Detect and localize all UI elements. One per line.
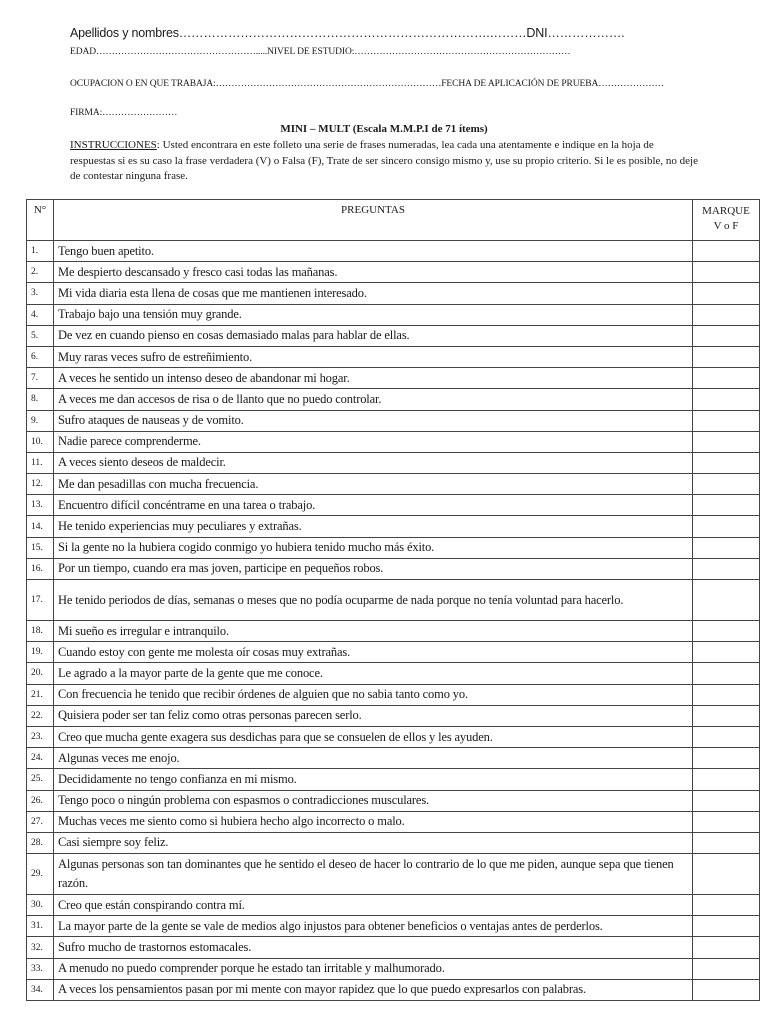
table-row	[27, 916, 760, 937]
table-header-row	[27, 200, 760, 241]
question-text: Sufro mucho de trastornos estomacales.	[54, 937, 693, 958]
answer-cell[interactable]	[693, 262, 760, 283]
question-number: 10.	[27, 431, 54, 452]
answer-cell[interactable]	[693, 474, 760, 495]
table-row	[27, 769, 760, 790]
question-number: 16.	[27, 558, 54, 579]
answer-cell[interactable]	[693, 937, 760, 958]
question-text: Sufro ataques de nauseas y de vomito.	[54, 410, 693, 431]
header-questions: PREGUNTAS	[54, 200, 693, 241]
question-text: A veces he sentido un intenso deseo de abandonar mi hogar.	[54, 368, 693, 389]
table-row	[27, 580, 760, 621]
question-text: Decididamente no tengo confianza en mi mismo.	[54, 769, 693, 790]
table-row	[27, 811, 760, 832]
question-number: 12.	[27, 474, 54, 495]
question-number: 14.	[27, 516, 54, 537]
question-text: De vez en cuando pienso en cosas demasiado malas para hablar de ellas.	[54, 325, 693, 346]
question-text: Tengo poco o ningún problema con espasmos o contradicciones musculares.	[54, 790, 693, 811]
instructions-label: INSTRUCCIONES	[70, 139, 157, 151]
question-text: Por un tiempo, cuando era mas joven, participe en pequeños robos.	[54, 558, 693, 579]
answer-cell[interactable]	[693, 663, 760, 684]
question-number: 26.	[27, 790, 54, 811]
question-text: Con frecuencia he tenido que recibir órdenes de alguien que no sabia tanto como yo.	[54, 684, 693, 705]
question-number: 1.	[27, 241, 54, 262]
question-number: 17.	[27, 580, 54, 621]
answer-cell[interactable]	[693, 979, 760, 1000]
question-number: 7.	[27, 368, 54, 389]
answer-cell[interactable]	[693, 346, 760, 367]
table-row	[27, 495, 760, 516]
question-number: 31.	[27, 916, 54, 937]
table-row	[27, 389, 760, 410]
question-text: Creo que están conspirando contra mí.	[54, 895, 693, 916]
table-row	[27, 431, 760, 452]
question-number: 13.	[27, 495, 54, 516]
question-number: 24.	[27, 748, 54, 769]
table-row	[27, 474, 760, 495]
question-number: 30.	[27, 895, 54, 916]
age-education-field[interactable]: EDAD…………………………………………….....NIVEL DE ESTUDIO:……………………………………………………………	[70, 47, 571, 57]
question-text: Muchas veces me siento como si hubiera hecho algo incorrecto o malo.	[54, 811, 693, 832]
question-number: 23.	[27, 726, 54, 747]
table-row	[27, 283, 760, 304]
question-number: 5.	[27, 325, 54, 346]
question-number: 11.	[27, 452, 54, 473]
table-row	[27, 726, 760, 747]
question-number: 25.	[27, 769, 54, 790]
question-text: Me dan pesadillas con mucha frecuencia.	[54, 474, 693, 495]
answer-cell[interactable]	[693, 537, 760, 558]
document-title: MINI – MULT (Escala M.M.P.I de 71 ítems)	[280, 123, 488, 135]
answer-cell[interactable]	[693, 769, 760, 790]
answer-cell[interactable]	[693, 580, 760, 621]
table-row	[27, 452, 760, 473]
question-number: 22.	[27, 705, 54, 726]
table-row	[27, 621, 760, 642]
name-dni-field[interactable]: Apellidos y nombres………………………………………………………………….………DNI……………….	[70, 26, 625, 40]
answer-cell[interactable]	[693, 811, 760, 832]
question-text: Si la gente no la hubiera cogido conmigo yo hubiera tenido mucho más éxito.	[54, 537, 693, 558]
question-number: 18.	[27, 621, 54, 642]
question-number: 9.	[27, 410, 54, 431]
table-row	[27, 368, 760, 389]
table-row	[27, 642, 760, 663]
table-row	[27, 516, 760, 537]
question-text: Muy raras veces sufro de estreñimiento.	[54, 346, 693, 367]
table-row	[27, 325, 760, 346]
signature-field[interactable]: FIRMA:……………………	[70, 108, 178, 118]
answer-cell[interactable]	[693, 431, 760, 452]
table-row	[27, 304, 760, 325]
answer-cell[interactable]	[693, 854, 760, 895]
question-text: Quisiera poder ser tan feliz como otras personas parecen serlo.	[54, 705, 693, 726]
questions-table	[26, 199, 760, 1001]
table-row	[27, 537, 760, 558]
answer-cell[interactable]	[693, 642, 760, 663]
table-row	[27, 832, 760, 853]
answer-cell[interactable]	[693, 325, 760, 346]
answer-cell[interactable]	[693, 705, 760, 726]
instructions	[70, 138, 700, 185]
question-text: Nadie parece comprenderme.	[54, 431, 693, 452]
question-text: Me despierto descansado y fresco casi todas las mañanas.	[54, 262, 693, 283]
question-number: 32.	[27, 937, 54, 958]
table-row	[27, 346, 760, 367]
question-text: Algunas veces me enojo.	[54, 748, 693, 769]
answer-cell[interactable]	[693, 916, 760, 937]
question-text: Cuando estoy con gente me molesta oír cosas muy extrañas.	[54, 642, 693, 663]
answer-cell[interactable]	[693, 621, 760, 642]
question-text: He tenido periodos de días, semanas o meses que no podía ocuparme de nada porque no tenía voluntad para hacerlo.	[54, 580, 693, 621]
question-number: 4.	[27, 304, 54, 325]
table-row	[27, 663, 760, 684]
question-number: 15.	[27, 537, 54, 558]
question-number: 27.	[27, 811, 54, 832]
question-number: 2.	[27, 262, 54, 283]
table-row	[27, 410, 760, 431]
answer-cell[interactable]	[693, 283, 760, 304]
question-text: Mi vida diaria esta llena de cosas que me mantienen interesado.	[54, 283, 693, 304]
table-row	[27, 684, 760, 705]
table-row	[27, 854, 760, 895]
question-text: Le agrado a la mayor parte de la gente que me conoce.	[54, 663, 693, 684]
table-row	[27, 790, 760, 811]
header-mark: MARQUE V o F	[693, 200, 760, 241]
question-text: Algunas personas son tan dominantes que he sentido el deseo de hacer lo contrario de lo que me piden, aunque sepa que tienen razón.	[54, 854, 693, 895]
answer-cell[interactable]	[693, 368, 760, 389]
question-number: 21.	[27, 684, 54, 705]
answer-cell[interactable]	[693, 958, 760, 979]
table-row	[27, 241, 760, 262]
question-text: A veces me dan accesos de risa o de llanto que no puedo controlar.	[54, 389, 693, 410]
question-number: 33.	[27, 958, 54, 979]
answer-cell[interactable]	[693, 410, 760, 431]
question-text: He tenido experiencias muy peculiares y extrañas.	[54, 516, 693, 537]
question-text: Casi siempre soy feliz.	[54, 832, 693, 853]
question-number: 3.	[27, 283, 54, 304]
instructions-text: : Usted encontrara en este folleto una serie de frases numeradas, lea cada una atentamente e indique en la hoja de respuestas si es su caso la frase verdadera (V) o Falsa (F), Trate de ser sincero consigo mismo y, use su propio criterio. Si le es posible, no deje de contestar ninguna frase.	[70, 139, 698, 182]
question-number: 28.	[27, 832, 54, 853]
table-row	[27, 937, 760, 958]
question-text: A veces los pensamientos pasan por mi mente con mayor rapidez que lo que puedo expresarlos con palabras.	[54, 979, 693, 1000]
question-number: 34.	[27, 979, 54, 1000]
header-number: N°	[27, 200, 54, 241]
question-text: A veces siento deseos de maldecir.	[54, 452, 693, 473]
question-text: A menudo no puedo comprender porque he estado tan irritable y malhumorado.	[54, 958, 693, 979]
question-number: 6.	[27, 346, 54, 367]
answer-cell[interactable]	[693, 895, 760, 916]
question-text: Creo que mucha gente exagera sus desdichas para que se consuelen de ellos y les ayuden.	[54, 726, 693, 747]
answer-cell[interactable]	[693, 748, 760, 769]
table-row	[27, 895, 760, 916]
table-row	[27, 958, 760, 979]
table-row	[27, 262, 760, 283]
question-text: Mi sueño es irregular e intranquilo.	[54, 621, 693, 642]
question-number: 19.	[27, 642, 54, 663]
question-text: Encuentro difícil concéntrame en una tarea o trabajo.	[54, 495, 693, 516]
answer-cell[interactable]	[693, 684, 760, 705]
answer-cell[interactable]	[693, 790, 760, 811]
answer-cell[interactable]	[693, 832, 760, 853]
occupation-date-field[interactable]: OCUPACION O EN QUE TRABAJA:………………………………………………………………FECHA DE APLICACIÓN DE PRUEBA…………………	[70, 79, 665, 89]
answer-cell[interactable]	[693, 304, 760, 325]
answer-cell[interactable]	[693, 558, 760, 579]
question-text: Trabajo bajo una tensión muy grande.	[54, 304, 693, 325]
answer-cell[interactable]	[693, 452, 760, 473]
question-number: 20.	[27, 663, 54, 684]
questions-body	[27, 241, 760, 1001]
question-text: Tengo buen apetito.	[54, 241, 693, 262]
answer-cell[interactable]	[693, 241, 760, 262]
table-row	[27, 979, 760, 1000]
answer-cell[interactable]	[693, 726, 760, 747]
table-row	[27, 748, 760, 769]
table-row	[27, 705, 760, 726]
question-text: La mayor parte de la gente se vale de medios algo injustos para obtener beneficios o ventajas antes de perderlos.	[54, 916, 693, 937]
question-number: 29.	[27, 854, 54, 895]
answer-cell[interactable]	[693, 516, 760, 537]
table-row	[27, 558, 760, 579]
question-number: 8.	[27, 389, 54, 410]
answer-cell[interactable]	[693, 389, 760, 410]
answer-cell[interactable]	[693, 495, 760, 516]
